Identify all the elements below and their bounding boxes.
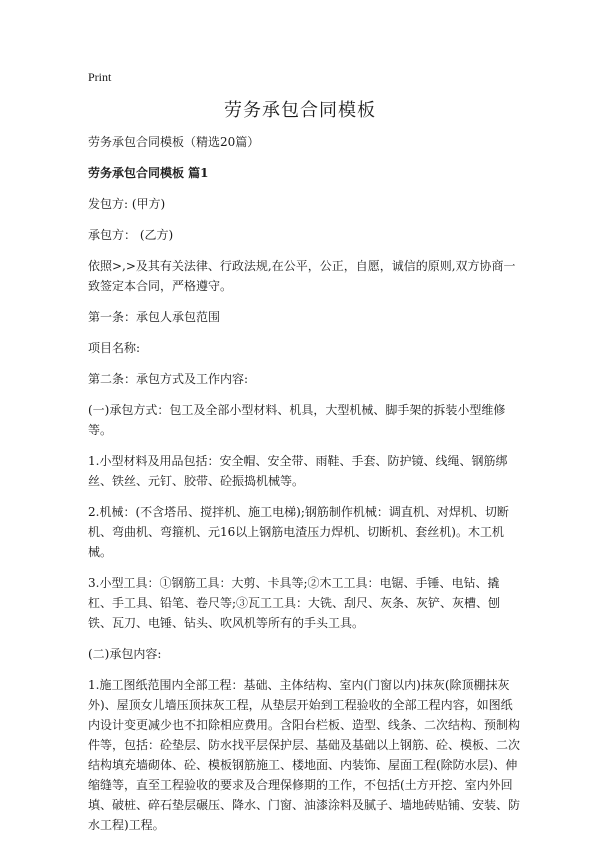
paragraph-party-a: 发包方: (甲方) [88,197,166,211]
paragraph-construction-scope: 1.施工图纸范围内全部工程：基础、主体结构、室内(门窗以内)抹灰(除顶棚抹灰外)、屋顶女儿墙压顶抹灰工程，从垫层开始到工程验收的全部工程内容，如图纸内设计变更减少也不扣除相应费用。含阳台栏板、造型、线条、二次结构、预制构件等，包括：砼垫层、防水找平层保护层、基础及基础以上钢筋、砼、模板、二次结构填充墙砌体、砼、模板钢筋施工、楼地面、内装饰、屋面工程(除防水层)、伸缩缝等，直至工程验收的要求及合理保修期的工作，不包括(土方开挖、室内外回填、破桩、碎石垫层碾压、降水、门窗、油漆涂料及腻子、墙地砖贴铺、安装、防水工程)工程。 [88,678,521,832]
print-label: Print [88,70,112,84]
paragraph-article-1: 第一条：承包人承包范围 [88,310,221,324]
paragraph-project-name: 项目名称: [88,341,141,355]
section-heading: 劳务承包合同模板 篇1 [88,166,209,180]
paragraph-contract-content: (二)承包内容: [88,647,162,661]
paragraph-small-materials: 1.小型材料及用品包括：安全帽、安全带、雨鞋、手套、防护镜、线绳、钢筋绑丝、铁丝、元钉、胶带、砼振捣机械等。 [88,454,508,488]
paragraph-article-2: 第二条：承包方式及工作内容: [88,372,249,386]
document-title: 劳务承包合同模板 [224,100,376,121]
paragraph-party-b: 承包方： (乙方) [88,228,174,242]
paragraph-machinery: 2.机械：(不含塔吊、搅拌机、施工电梯);钢筋制作机械：调直机、对焊机、切断机、弯曲机、弯箍机、元16以上钢筋电渣压力焊机、切断机、套丝机)。木工机械。 [88,505,509,559]
paragraph-preamble: 依照>,>及其有关法律、行政法规,在公平，公正，自愿，诚信的原则,双方协商一致签定本合同，严格遵守。 [88,259,516,293]
paragraph-small-tools: 3.小型工具：①钢筋工具：大剪、卡具等;②木工工具：电锯、手锤、电钻、撬杠、手工具、铅笔、卷尺等;③瓦工工具：大铣、刮尺、灰条、灰铲、灰槽、刨铁、瓦刀、电锤、钻头、吹风机等所有的手头工具。 [88,576,501,630]
paragraph-contract-method: (一)承包方式：包工及全部小型材料、机具，大型机械、脚手架的拆装小型维修等。 [88,403,506,437]
document-subtitle: 劳务承包合同模板（精选20篇） [88,135,260,149]
document-body [88,132,520,846]
